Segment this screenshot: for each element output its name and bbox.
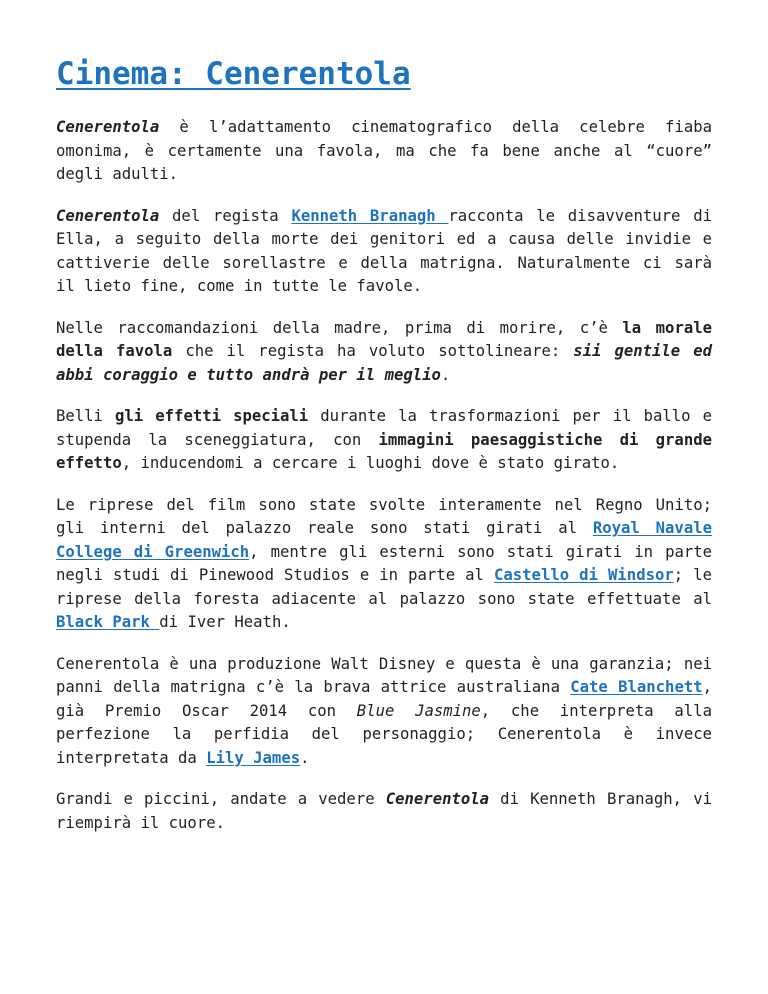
article-title[interactable]: Cinema: Cenerentola xyxy=(56,56,411,92)
paragraph-text: è l’adattamento cinematografico della celebre fiaba omonima, è certamente una favola, ma che fa bene anche al “cuore” degli adulti. xyxy=(56,118,712,183)
article-body xyxy=(56,116,712,853)
link-kenneth-branagh[interactable]: Kenneth Branagh xyxy=(291,206,449,225)
bold-text: immagini paesaggistiche di grande effetto xyxy=(56,430,712,472)
quote-emphasis: sii gentile ed abbi coraggio e tutto andrà per il meglio xyxy=(56,342,712,384)
paragraph-text: , già Premio Oscar 2014 con xyxy=(56,678,713,720)
paragraph-text: , inducendomi a cercare i luoghi dove è stato girato. xyxy=(121,454,620,472)
paragraph-text: ; le riprese della foresta adiacente al palazzo sono state effettuate al xyxy=(56,566,712,608)
paragraph-text: Belli xyxy=(56,407,116,425)
paragraph-intro xyxy=(56,116,712,187)
paragraph-text: . xyxy=(300,748,310,767)
paragraph-text: del regista xyxy=(159,206,292,225)
bold-text: la morale della favola xyxy=(56,318,712,360)
paragraph-text: , che interpreta alla perfezione la perfidia del personaggio; Cenerentola è invece interpretata da xyxy=(56,701,712,767)
paragraph-text: , mentre gli esterni sono stati girati in parte negli studi di Pinewood Studios e in parte al xyxy=(56,542,713,584)
paragraph-plot xyxy=(56,205,712,299)
paragraph-cast xyxy=(56,653,712,771)
paragraph-text: Grandi e piccini, andate a vedere xyxy=(56,790,386,808)
paragraph-text: di Kenneth Branagh, vi riempirà il cuore. xyxy=(56,790,712,832)
paragraph-text: di Iver Heath. xyxy=(159,613,291,631)
paragraph-text: che il regista ha voluto sottolineare: xyxy=(172,342,574,360)
bold-text: gli effetti speciali xyxy=(115,407,309,425)
link-castello-di-windsor[interactable]: Castello di Windsor xyxy=(494,566,674,584)
link-black-park[interactable]: Black Park xyxy=(56,613,160,631)
paragraph-text: durante la trasformazioni per il ballo e stupenda la sceneggiatura, con xyxy=(56,407,712,449)
link-lily-james[interactable]: Lily James xyxy=(206,748,301,767)
paragraph-closing xyxy=(56,788,712,835)
paragraph-text: Cenerentola è una produzione Walt Disney e questa è una garanzia; nei panni della matrigna c’è la brava attrice australiana xyxy=(56,654,712,696)
paragraph-text: racconta le disavventure di Ella, a seguito della morte dei genitori ed a causa delle invidie e cattiverie delle sorellastre e della matrigna. Naturalmente ci sarà il lieto fine, come in tutte le favole. xyxy=(56,206,712,295)
paragraph-effects xyxy=(56,405,712,476)
paragraph-moral xyxy=(56,317,712,388)
film-title-emphasis: Cenerentola xyxy=(56,118,160,136)
link-royal-naval-college[interactable]: Royal Navale College di Greenwich xyxy=(56,519,712,561)
paragraph-text: Le riprese del film sono state svolte interamente nel Regno Unito; gli interni del palazzo reale sono stati girati al xyxy=(56,495,712,537)
paragraph-text: Nelle raccomandazioni della madre, prima di morire, c’è xyxy=(56,318,623,337)
paragraph-locations xyxy=(56,494,712,635)
link-cate-blanchett[interactable]: Cate Blanchett xyxy=(570,678,703,696)
italic-text: Blue Jasmine xyxy=(356,701,481,720)
film-title-emphasis: Cenerentola xyxy=(385,790,490,808)
film-title-emphasis: Cenerentola xyxy=(56,206,160,225)
paragraph-text: . xyxy=(440,365,451,384)
